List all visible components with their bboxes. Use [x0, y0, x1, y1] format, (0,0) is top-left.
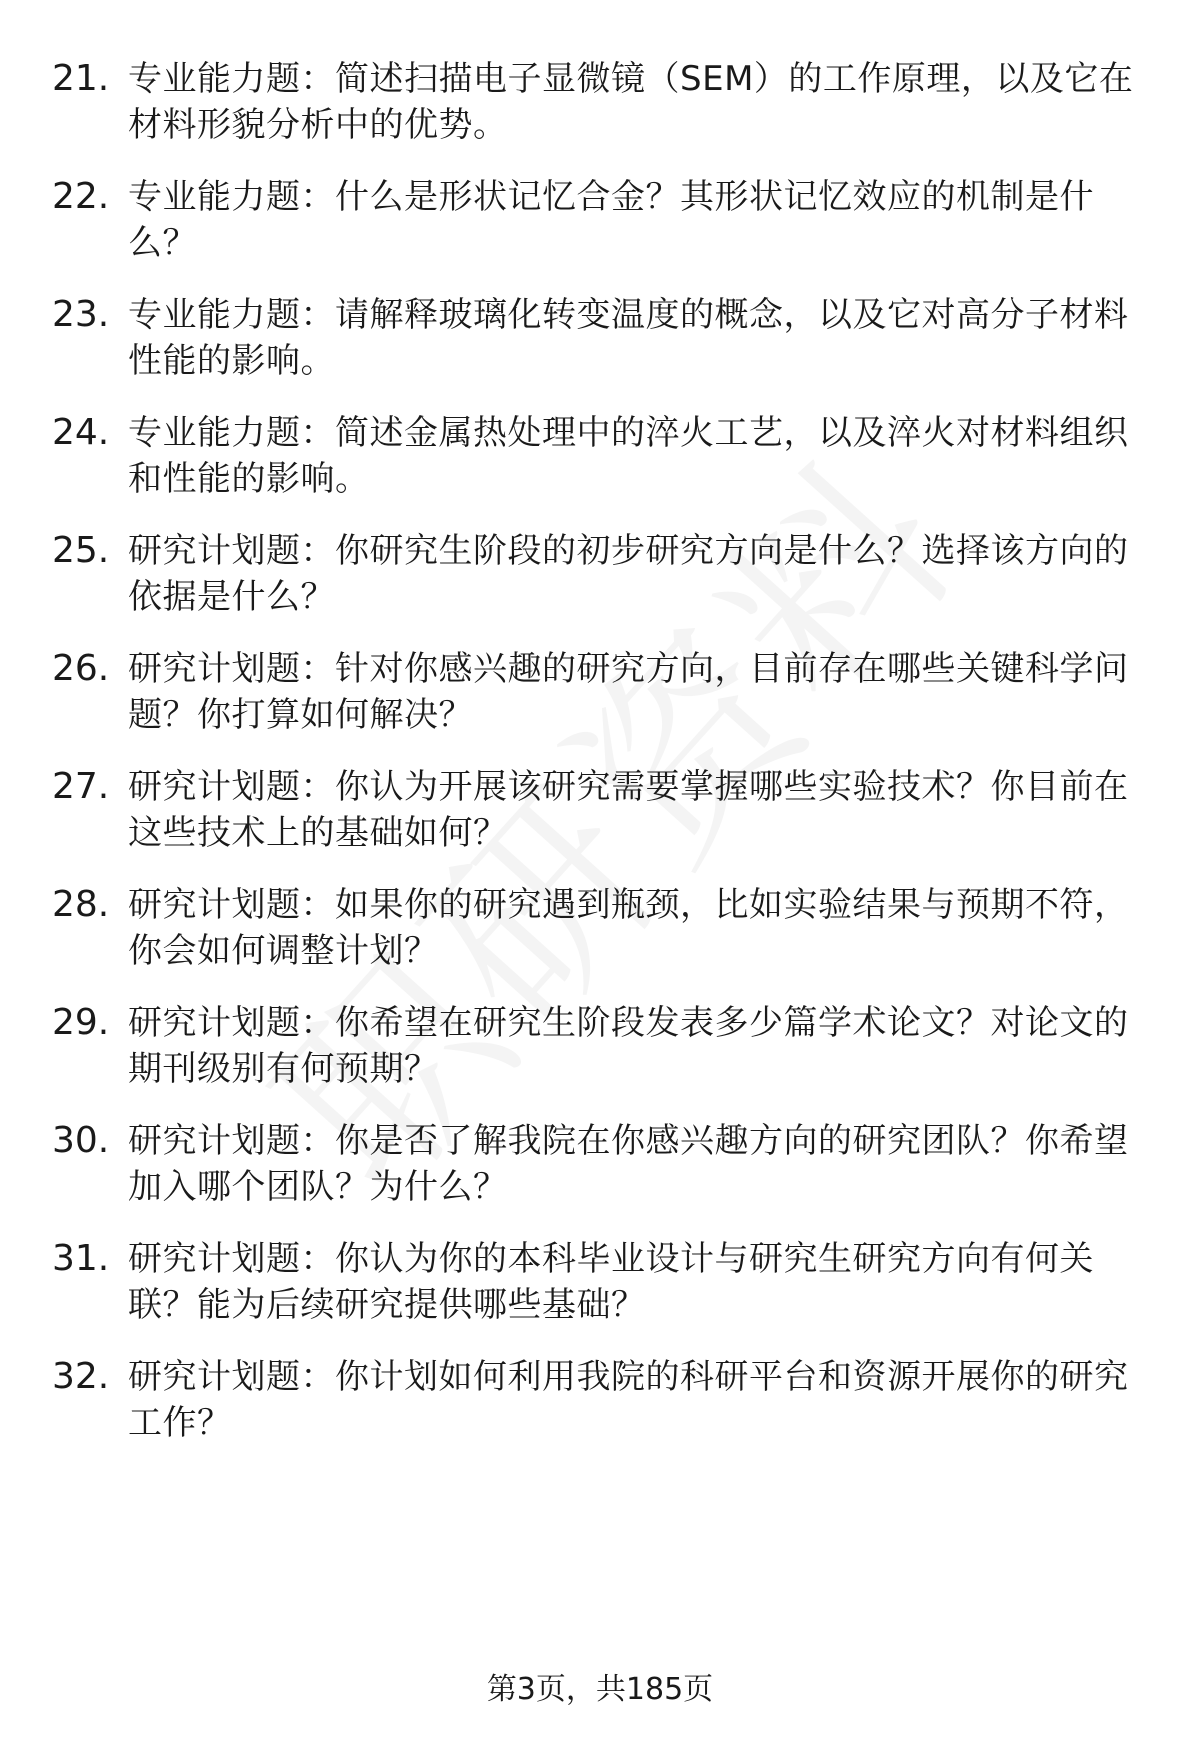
question-item [0, 292, 1200, 384]
question-item [0, 174, 1200, 266]
question-text: 研究计划题：你希望在研究生阶段发表多少篇学术论文？对论文的期刊级别有何预期？ [128, 1003, 1129, 1089]
question-text: 研究计划题：你认为开展该研究需要掌握哪些实验技术？你目前在这些技术上的基础如何？ [128, 767, 1129, 853]
question-number: 30. [52, 1120, 110, 1161]
question-number: 27. [52, 766, 110, 807]
question-number: 32. [52, 1356, 110, 1397]
question-item [0, 528, 1200, 620]
question-text: 研究计划题：针对你感兴趣的研究方向，目前存在哪些关键科学问题？你打算如何解决？ [128, 649, 1129, 735]
question-text: 研究计划题：如果你的研究遇到瓶颈，比如实验结果与预期不符，你会如何调整计划？ [128, 885, 1129, 971]
question-item [0, 410, 1200, 502]
question-number: 31. [52, 1238, 110, 1279]
question-item [0, 1236, 1200, 1328]
question-text: 专业能力题：简述扫描电子显微镜（SEM）的工作原理，以及它在材料形貌分析中的优势。 [128, 59, 1134, 145]
question-text: 研究计划题：你研究生阶段的初步研究方向是什么？选择该方向的依据是什么？ [128, 531, 1129, 617]
question-number: 21. [52, 58, 110, 99]
question-item [0, 882, 1200, 974]
question-number: 28. [52, 884, 110, 925]
question-text: 研究计划题：你认为你的本科毕业设计与研究生研究方向有何关联？能为后续研究提供哪些基础？ [128, 1239, 1094, 1325]
question-item [0, 1354, 1200, 1446]
question-text: 研究计划题：你计划如何利用我院的科研平台和资源开展你的研究工作？ [128, 1357, 1129, 1443]
question-number: 25. [52, 530, 110, 571]
question-text: 专业能力题：什么是形状记忆合金？其形状记忆效应的机制是什么？ [128, 177, 1094, 263]
question-number: 26. [52, 648, 110, 689]
question-item [0, 646, 1200, 738]
question-item [0, 1000, 1200, 1092]
question-item [0, 1118, 1200, 1210]
question-text: 专业能力题：简述金属热处理中的淬火工艺，以及淬火对材料组织和性能的影响。 [128, 413, 1129, 499]
question-number: 23. [52, 294, 110, 335]
question-item [0, 56, 1200, 148]
page-number: 第3页，共185页 [486, 1672, 714, 1707]
question-number: 29. [52, 1002, 110, 1043]
question-number: 22. [52, 176, 110, 217]
question-item [0, 764, 1200, 856]
question-text: 专业能力题：请解释玻璃化转变温度的概念，以及它对高分子材料性能的影响。 [128, 295, 1129, 381]
question-number: 24. [52, 412, 110, 453]
question-text: 研究计划题：你是否了解我院在你感兴趣方向的研究团队？你希望加入哪个团队？为什么？ [128, 1121, 1129, 1207]
